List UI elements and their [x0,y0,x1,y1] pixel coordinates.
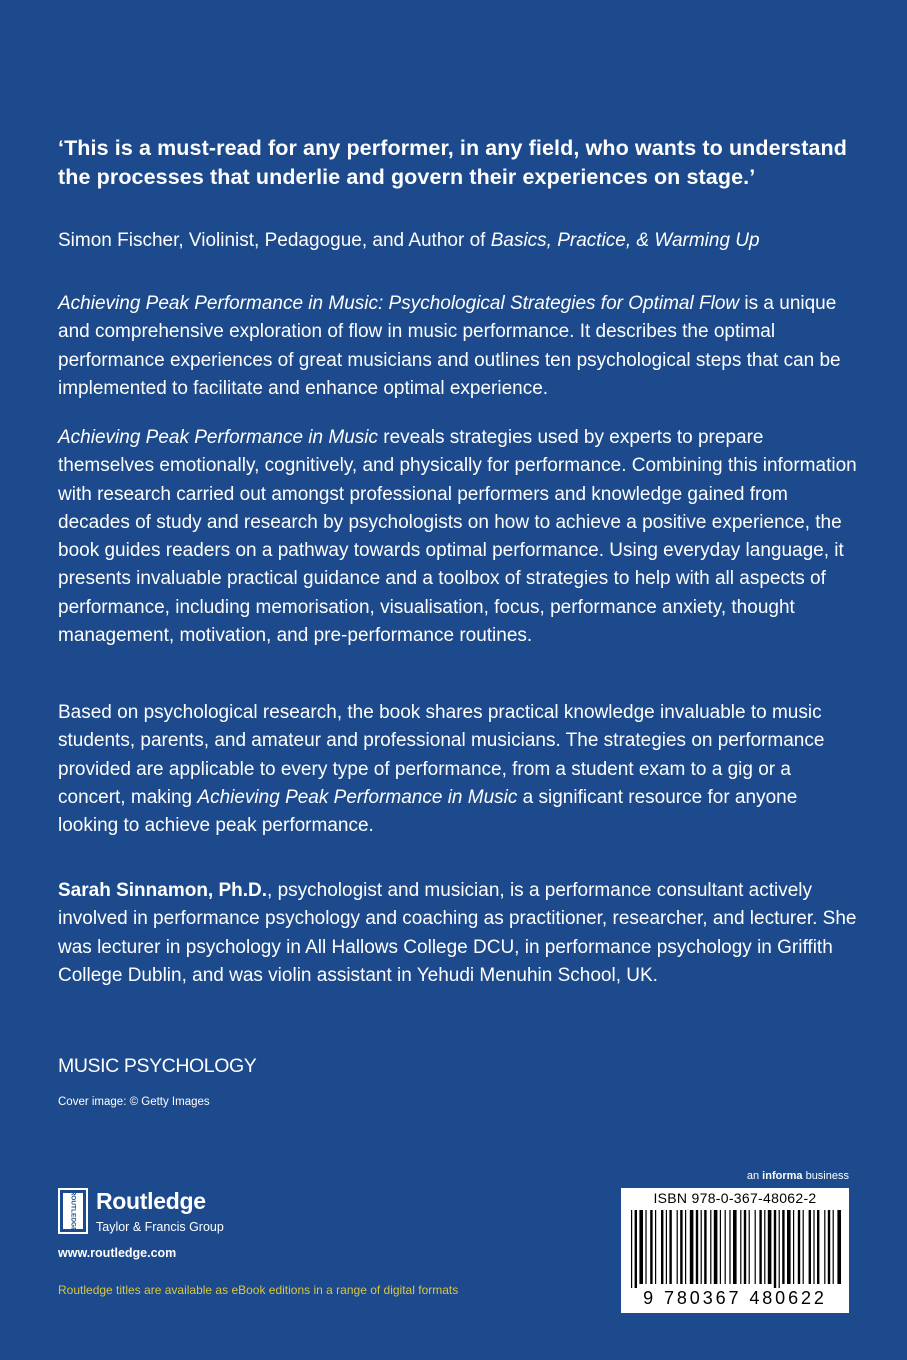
barcode-bar [635,1210,637,1288]
attribution-titles: Basics, Practice, & Warming Up [490,230,760,251]
barcode-bar [720,1210,721,1284]
quote-text: ‘This is a must-read for any performer, in any field, who wants to understand the processes that underlie and govern their experiences on stage.’ [58,136,848,189]
author-bio-text: , psychologist and musician, is a performance consultant actively involved in performance psychology and coaching as practitioner, researcher, and lecturer. She was lecturer in psychology in All Hallows College DCU, in performance psychology in Griffith College Dublin, and was violin assistant in Yehudi Menuhin School, UK. [58,880,857,986]
barcode-bar [782,1210,784,1284]
barcode-bar [837,1210,841,1284]
barcode-bar [729,1210,730,1284]
barcode-bar [768,1210,772,1284]
isbn-barcode [621,1188,849,1313]
barcode-bar [828,1210,830,1284]
quote-attribution [58,228,858,254]
barcode-bar [725,1210,726,1284]
routledge-logo-icon [58,1188,88,1234]
barcode-bar [710,1210,711,1284]
isbn-label: ISBN 978-0-367-48062-2 [653,1190,817,1206]
barcode-bar [764,1210,765,1284]
barcode-bar [793,1210,794,1284]
publisher-group: Taylor & Francis Group [96,1220,224,1234]
paragraph-text: Based on psychological research, the book shares practical knowledge invaluable to music students, parents, and amateur and professional musicians. The strategies on performance provided are applicable to every type of performance, from a student exam to a gig or a concert, making [58,702,825,808]
barcode-bars [627,1210,843,1290]
logo-spine-text: ROUTLEDGE [69,1190,77,1232]
author-name: Sarah Sinnamon, Ph.D. [58,880,268,901]
barcode-bar [669,1210,671,1284]
barcode-bar [701,1210,702,1284]
barcode-bar [733,1210,737,1284]
endorsement-quote [58,134,858,192]
barcode-bar [631,1210,632,1288]
barcode-bar [645,1210,646,1284]
barcode-bar [755,1210,756,1284]
cover-image-credit: Cover image: © Getty Images [58,1096,210,1108]
barcode-bar [813,1210,814,1284]
informa-suffix: business [802,1170,849,1182]
author-bio [58,877,858,990]
publisher-url: www.routledge.com [58,1246,177,1260]
barcode-bar [639,1210,643,1284]
barcode-bar [650,1210,652,1284]
book-title-italic: Achieving Peak Performance in Music [58,427,378,448]
informa-tagline [747,1170,849,1182]
barcode-bar [666,1210,667,1284]
barcode-bar [740,1210,741,1284]
barcode-bar [833,1210,834,1284]
publisher-name: Routledge [96,1188,206,1214]
barcode-bar [774,1210,776,1288]
barcode-digits: 9 780367 480622 [643,1288,827,1308]
description-paragraph-2 [58,424,858,650]
barcode-bar [680,1210,682,1284]
barcode-bar [798,1210,800,1284]
barcode-bar [696,1210,698,1284]
informa-brand: informa [762,1170,803,1182]
barcode-bar [690,1210,694,1284]
barcode-bar [704,1210,706,1284]
description-paragraph-3 [58,699,858,840]
informa-prefix: an [746,1170,763,1182]
barcode-bar [779,1210,780,1288]
barcode-bar [759,1210,761,1284]
attribution-prefix: Simon Fischer, Violinist, Pedagogue, and Author of [58,230,491,251]
barcode-bar [787,1210,791,1284]
barcode-bar [744,1210,746,1284]
barcode-bar [685,1210,686,1284]
barcode-bar [655,1210,656,1284]
paragraph-text: a significant resource for anyone looking to achieve peak performance. [58,786,798,837]
barcode-bar [661,1210,663,1284]
book-title-italic: Achieving Peak Performance in Music: Psychological Strategies for Optimal Flow [58,293,740,314]
barcode-bar [809,1210,811,1284]
barcode-bar [677,1210,678,1284]
description-paragraph-1 [58,290,858,403]
subject-category: MUSIC PSYCHOLOGY [58,1055,257,1077]
barcode-bar [817,1210,819,1284]
paragraph-text: is a unique and comprehensive exploration of flow in music performance. It describes the optimal performance experiences of great musicians and outlines ten psychological steps that can be implemented to facilitate and enhance optimal experience. [58,293,841,399]
book-title-italic: Achieving Peak Performance in Music [197,786,518,808]
barcode-bar [714,1210,718,1284]
ebook-note: Routledge titles are available as eBook editions in a range of digital formats [58,1283,459,1297]
paragraph-text: reveals strategies used by experts to prepare themselves emotionally, cognitively, and physically for performance. Combining this information with research carried out amongst professional performers and knowledge gained from decades of study and research by psychologists on how to achieve a positive experience, the book guides readers on a pathway towards optimal performance. Using everyday language, it presents invaluable practical guidance and a toolbox of strategies to help with all aspects of performance, including memorisation, visualisation, focus, performance anxiety, thought management, motivation, and pre-performance routines. [58,427,857,647]
barcode-bar [803,1210,804,1284]
barcode-bar [824,1210,825,1284]
barcode-bar [749,1210,750,1284]
